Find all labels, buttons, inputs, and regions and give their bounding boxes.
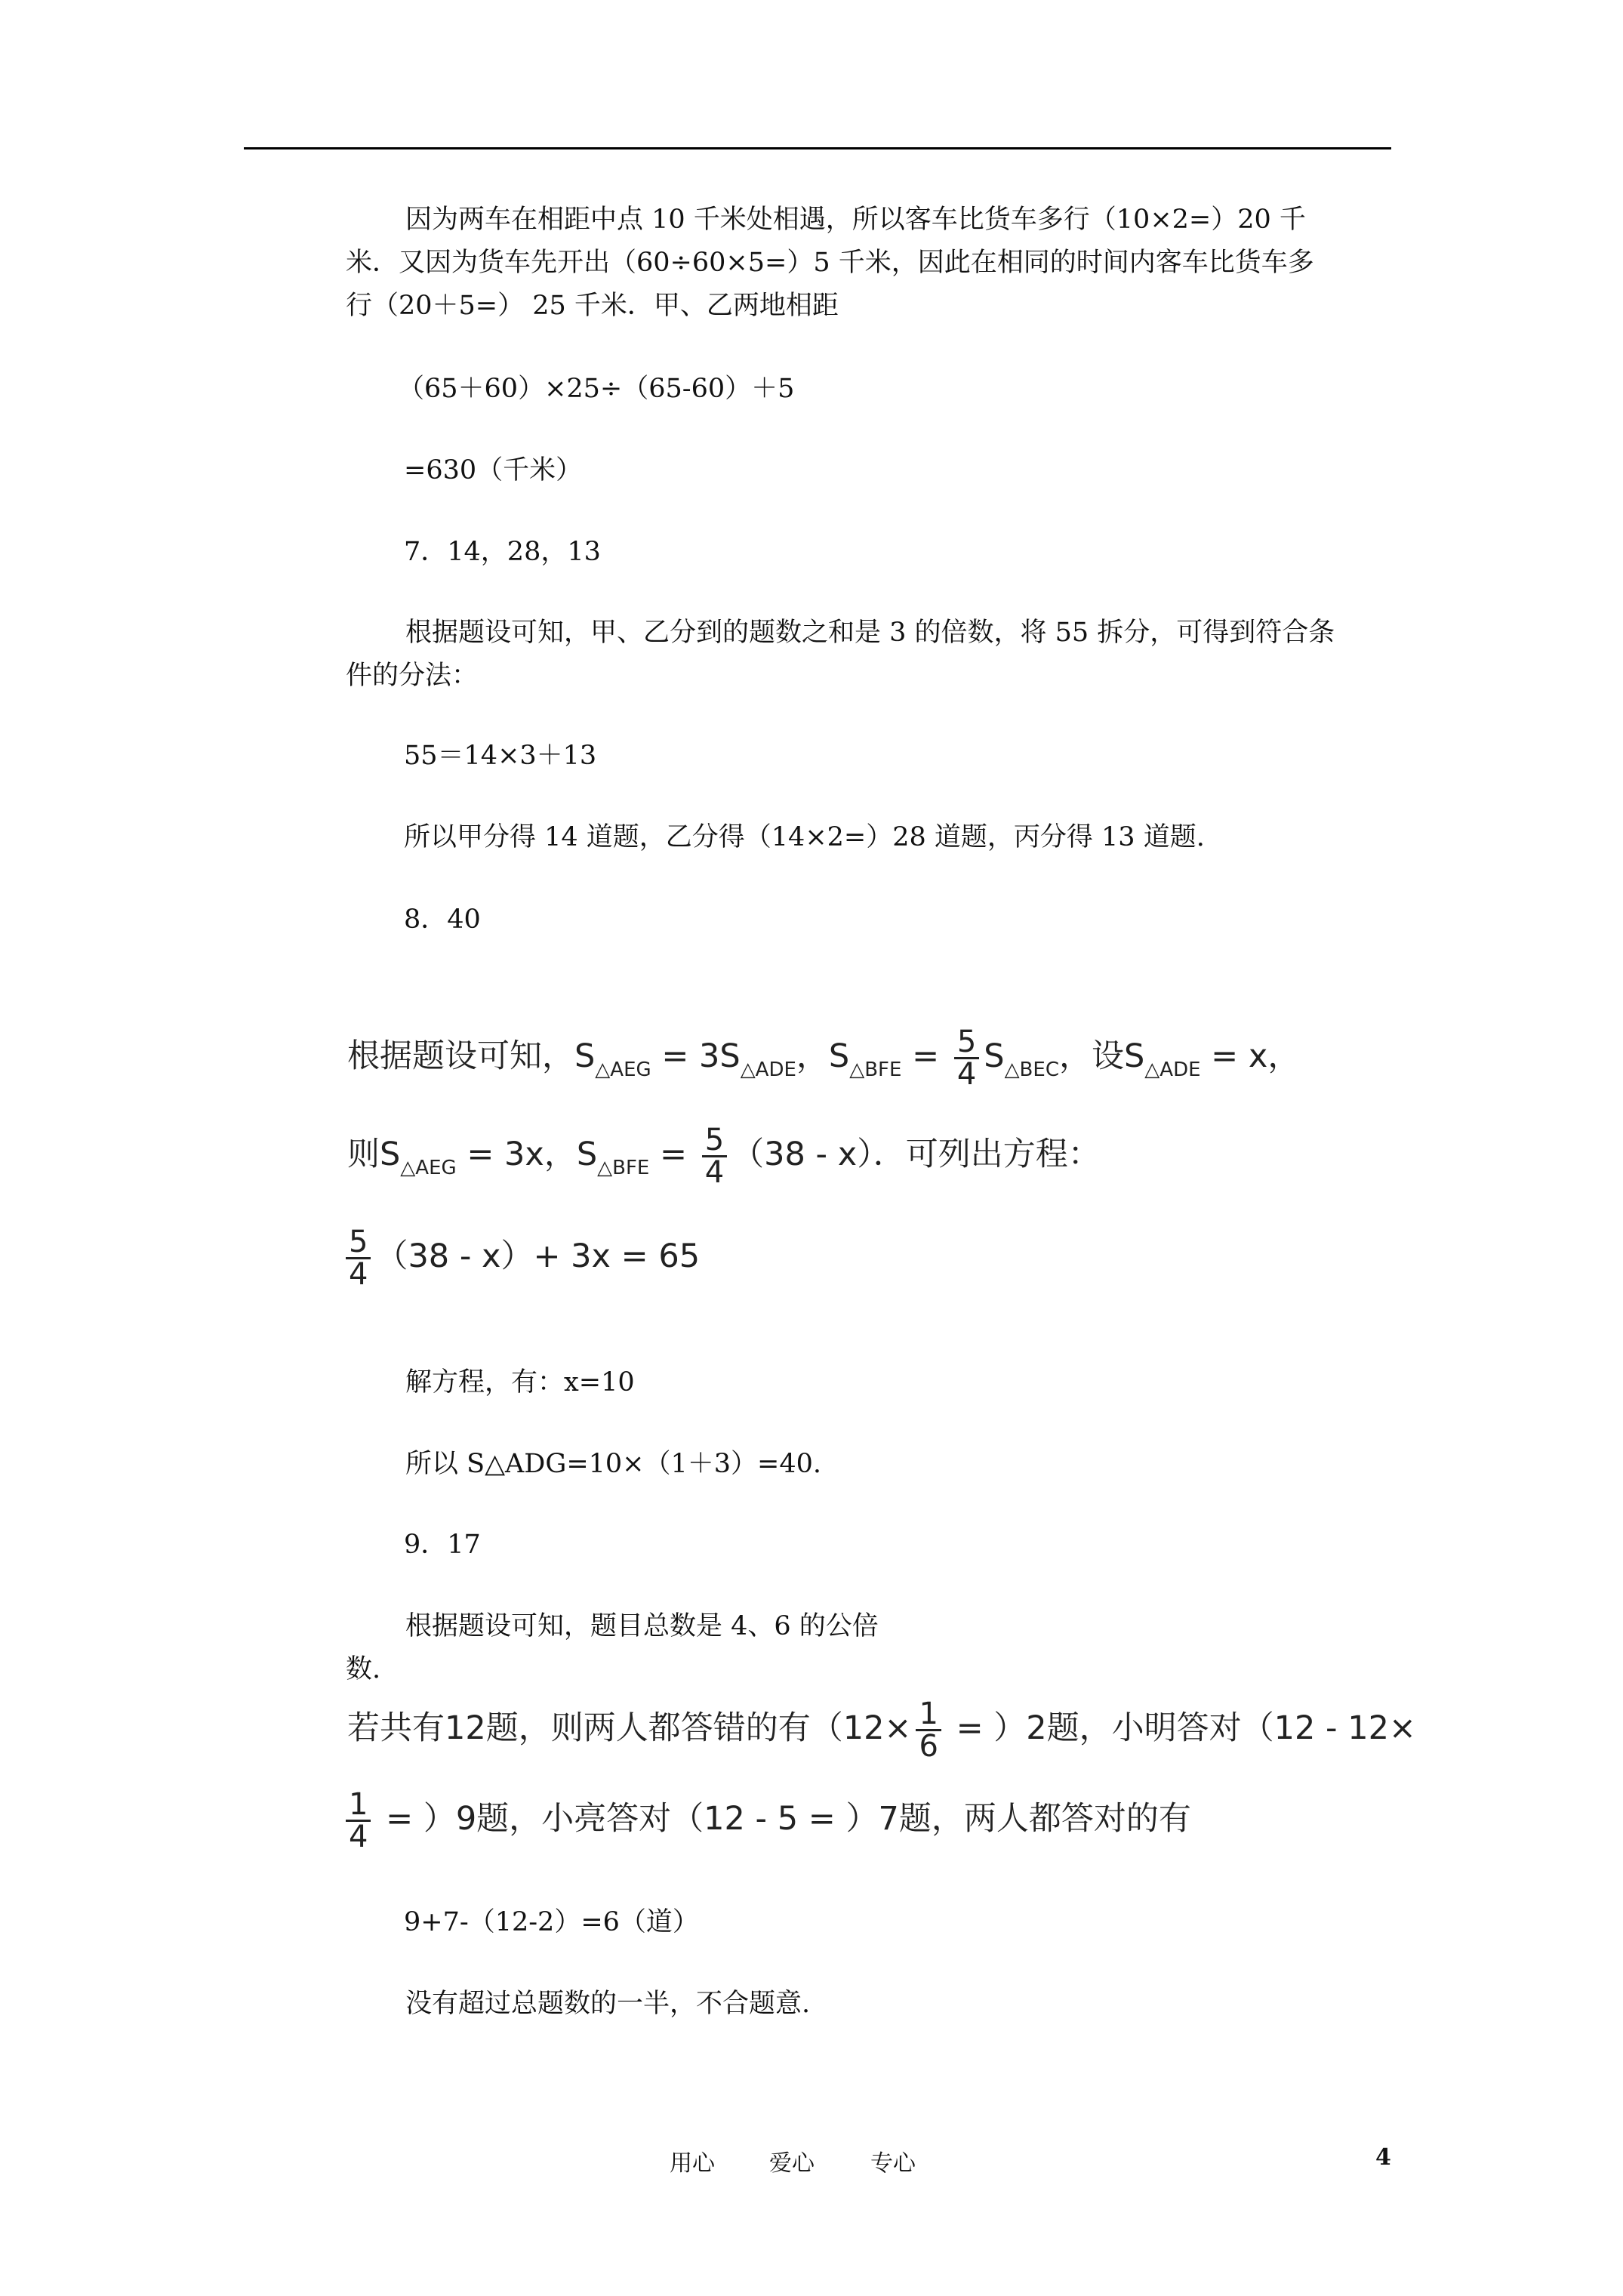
- text-line: 因为两车在相距中点 10 千米处相遇，所以客车比货车多行（10×2=）20 千: [405, 205, 1306, 235]
- text-line: 解方程，有：x=10: [405, 1367, 635, 1398]
- fraction: [346, 1789, 371, 1852]
- text-line: 米．又因为货车先开出（60÷60×5=）5 千米，因此在相同的时间内客车比货车多: [346, 248, 1314, 278]
- text-line: 所以甲分得 14 道题，乙分得（14×2=）28 道题，丙分得 13 道题.: [404, 822, 1205, 852]
- text-line: 行（20＋5=） 25 千米．甲、乙两地相距: [346, 291, 839, 321]
- footer-motto: 用心: [670, 2150, 715, 2177]
- answer-header: 9．17: [404, 1530, 481, 1560]
- fraction-denominator: 4: [702, 1155, 727, 1188]
- formula-line-5: [341, 1789, 1191, 1852]
- page-number: 4: [1375, 2144, 1391, 2171]
- formula-text: = 3S: [651, 1037, 741, 1075]
- subscript: △ADE: [740, 1059, 796, 1081]
- formula-text: =: [901, 1037, 950, 1075]
- answer-header: 8．40: [404, 905, 481, 935]
- fraction-numerator: 1: [919, 1697, 938, 1731]
- formula-line-1: [347, 1025, 1301, 1092]
- fraction-numerator: 5: [704, 1123, 725, 1157]
- formula-text: （38 - x）．可列出方程：: [731, 1136, 1101, 1173]
- footer-motto: 爱心: [769, 2150, 815, 2177]
- formula-text: ，设S: [1058, 1037, 1145, 1075]
- fraction: [954, 1025, 979, 1092]
- formula-text: 则S: [347, 1136, 401, 1173]
- equation-line: =630（千米）: [404, 455, 583, 485]
- subscript: △AEG: [400, 1157, 457, 1179]
- equation-line: 9+7-（12-2）=6（道）: [404, 1907, 699, 1937]
- fraction-denominator: 4: [954, 1057, 979, 1089]
- formula-text: 根据题设可知，S: [347, 1037, 596, 1075]
- formula-text: （38 - x）+ 3x = 65: [375, 1237, 701, 1275]
- fraction-numerator: 1: [349, 1787, 368, 1822]
- fraction: [916, 1697, 941, 1764]
- subscript: △BEC: [1004, 1059, 1059, 1081]
- text-line: 根据题设可知，甲、乙分到的题数之和是 3 的倍数，将 55 拆分，可得到符合条: [405, 618, 1335, 648]
- subscript: △ADE: [1144, 1059, 1201, 1081]
- equation-line: （65＋60）×25÷（65-60）＋5: [398, 374, 795, 404]
- formula-text: S: [984, 1037, 1005, 1075]
- formula-line-3: [341, 1227, 700, 1290]
- formula-line-2: [347, 1125, 1101, 1188]
- subscript: △BFE: [597, 1157, 650, 1179]
- fraction-numerator: 5: [956, 1025, 977, 1059]
- formula-text: 若共有12题，则两人都答错的有（12×: [347, 1709, 912, 1747]
- formula-text: = ）2题，小明答对（12 - 12×: [945, 1709, 1416, 1747]
- header-rule: [244, 147, 1391, 149]
- footer-motto: 专心: [870, 2150, 916, 2177]
- text-line: 数.: [346, 1654, 381, 1684]
- fraction-denominator: 6: [916, 1729, 941, 1761]
- fraction: [702, 1125, 727, 1188]
- answer-header: 7．14，28，13: [404, 537, 601, 567]
- fraction-denominator: 4: [346, 1257, 371, 1290]
- fraction: [346, 1227, 371, 1290]
- text-line: 所以 S△ADG=10×（1＋3）=40.: [405, 1449, 822, 1479]
- formula-text: =: [649, 1136, 698, 1173]
- formula-text: = x，: [1200, 1037, 1301, 1075]
- formula-text: = 3x，S: [456, 1136, 598, 1173]
- subscript: △BFE: [849, 1059, 902, 1081]
- formula-text: ，S: [796, 1037, 850, 1075]
- text-line: 没有超过总题数的一半，不合题意.: [405, 1989, 811, 2019]
- subscript: △AEG: [595, 1059, 651, 1081]
- text-line: 根据题设可知，题目总数是 4、6 的公倍: [405, 1611, 879, 1641]
- fraction-denominator: 4: [346, 1820, 371, 1852]
- fraction-numerator: 5: [349, 1225, 368, 1259]
- formula-line-4: [347, 1697, 1416, 1764]
- formula-text: = ）9题，小亮答对（12 - 5 = ）7题，两人都答对的有: [375, 1800, 1191, 1838]
- equation-line: 55＝14×3＋13: [404, 741, 597, 771]
- text-line: 件的分法：: [346, 661, 479, 691]
